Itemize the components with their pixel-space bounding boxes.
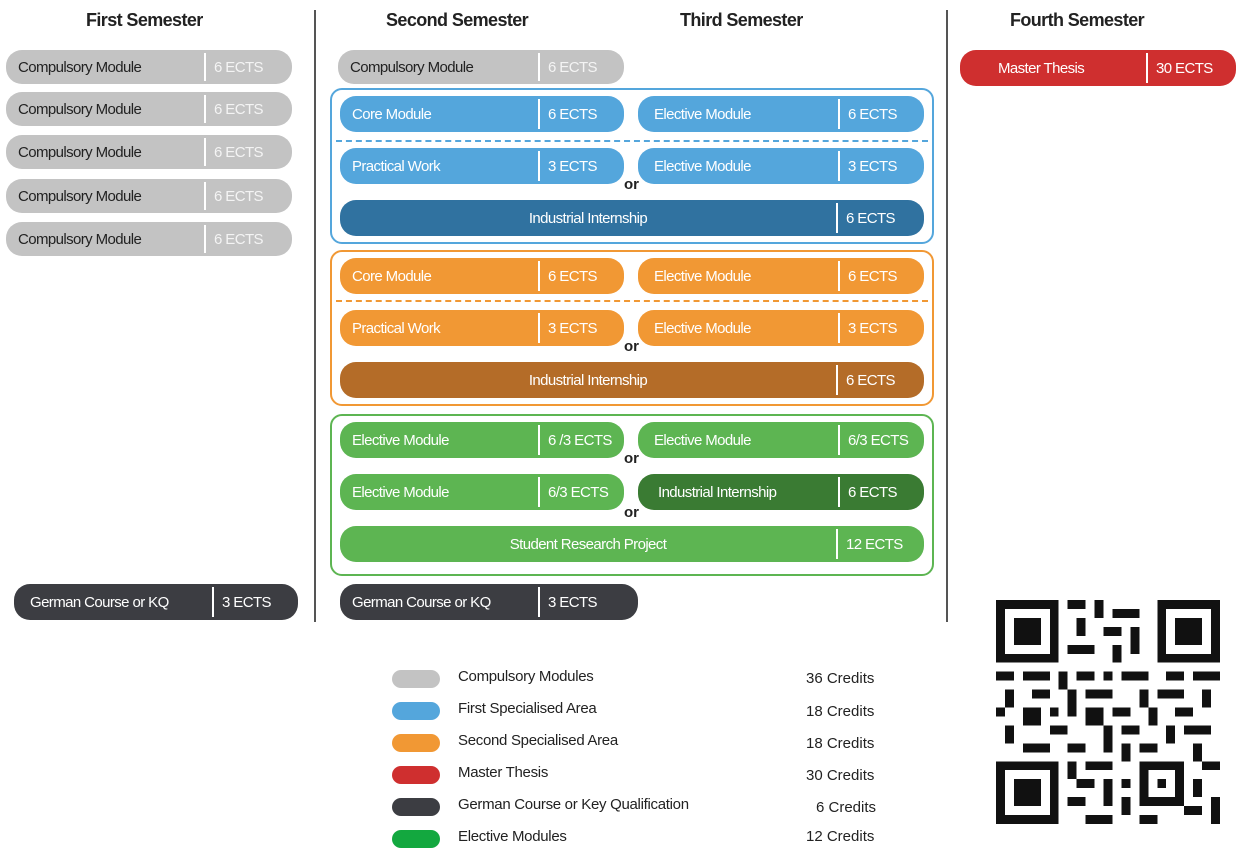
legend-swatch-first-area bbox=[392, 702, 440, 720]
first-area-practical-work: Practical Work 3 ECTS bbox=[340, 148, 624, 184]
legend-label-thesis: Master Thesis bbox=[458, 764, 549, 781]
first-area-or-label: or bbox=[624, 176, 639, 193]
legend-swatch-thesis bbox=[392, 766, 440, 784]
legend-label-german: German Course or Key Qualification bbox=[458, 796, 689, 813]
legend-credits-second-area: 18 Credits bbox=[806, 735, 875, 752]
master-thesis: Master Thesis 30 ECTS bbox=[960, 50, 1236, 86]
first-area-dashed-divider bbox=[336, 140, 928, 142]
legend-credits-first-area: 18 Credits bbox=[806, 703, 875, 720]
qr-code-icon bbox=[996, 600, 1220, 824]
divider-third-fourth bbox=[946, 10, 948, 622]
compulsory-module-2: Compulsory Module 6 ECTS bbox=[6, 92, 292, 126]
legend-label-second-area: Second Specialised Area bbox=[458, 732, 618, 749]
second-semester-heading: Second Semester bbox=[386, 10, 529, 30]
compulsory-module-second: Compulsory Module 6 ECTS bbox=[338, 50, 624, 84]
second-area-industrial-internship: Industrial Internship 6 ECTS bbox=[340, 362, 924, 398]
first-area-core-module: Core Module 6 ECTS bbox=[340, 96, 624, 132]
fourth-semester-heading: Fourth Semester bbox=[1010, 10, 1145, 30]
compulsory-module-1: Compulsory Module 6 ECTS bbox=[6, 50, 292, 84]
second-area-dashed-divider bbox=[336, 300, 928, 302]
legend-swatch-compulsory bbox=[392, 670, 440, 688]
first-area-industrial-internship: Industrial Internship 6 ECTS bbox=[340, 200, 924, 236]
legend-label-compulsory: Compulsory Modules bbox=[458, 668, 594, 685]
compulsory-module-5: Compulsory Module 6 ECTS bbox=[6, 222, 292, 256]
first-semester-heading: First Semester bbox=[86, 10, 203, 30]
second-area-practical-work: Practical Work 3 ECTS bbox=[340, 310, 624, 346]
divider-first-second bbox=[314, 10, 316, 622]
first-area-elective-module-2: Elective Module 3 ECTS bbox=[638, 148, 924, 184]
legend-credits-compulsory: 36 Credits bbox=[806, 670, 875, 687]
third-semester-heading: Third Semester bbox=[680, 10, 803, 30]
legend-swatch-second-area bbox=[392, 734, 440, 752]
student-research-project: Student Research Project 12 ECTS bbox=[340, 526, 924, 562]
elective-module-2: Elective Module 6/3 ECTS bbox=[638, 422, 924, 458]
german-course-second: German Course or KQ 3 ECTS bbox=[340, 584, 638, 620]
elective-area-or-label-2: or bbox=[624, 504, 639, 521]
first-area-elective-module-1: Elective Module 6 ECTS bbox=[638, 96, 924, 132]
legend-credits-thesis: 30 Credits bbox=[806, 767, 875, 784]
legend-swatch-elective bbox=[392, 830, 440, 848]
legend-credits-german: 6 Credits bbox=[816, 799, 877, 816]
second-area-elective-module-2: Elective Module 3 ECTS bbox=[638, 310, 924, 346]
german-course-first: German Course or KQ 3 ECTS bbox=[14, 584, 298, 620]
elective-area-or-label-1: or bbox=[624, 450, 639, 467]
elective-module-3: Elective Module 6/3 ECTS bbox=[340, 474, 624, 510]
second-area-or-label: or bbox=[624, 338, 639, 355]
compulsory-module-3: Compulsory Module 6 ECTS bbox=[6, 135, 292, 169]
legend-label-elective: Elective Modules bbox=[458, 828, 567, 845]
legend-credits-elective: 12 Credits bbox=[806, 828, 875, 845]
compulsory-module-4: Compulsory Module 6 ECTS bbox=[6, 179, 292, 213]
legend-swatch-german bbox=[392, 798, 440, 816]
second-area-elective-module-1: Elective Module 6 ECTS bbox=[638, 258, 924, 294]
second-area-core-module: Core Module 6 ECTS bbox=[340, 258, 624, 294]
elective-area-industrial-internship: Industrial Internship 6 ECTS bbox=[638, 474, 924, 510]
legend-label-first-area: First Specialised Area bbox=[458, 700, 597, 717]
elective-module-1: Elective Module 6 /3 ECTS bbox=[340, 422, 624, 458]
